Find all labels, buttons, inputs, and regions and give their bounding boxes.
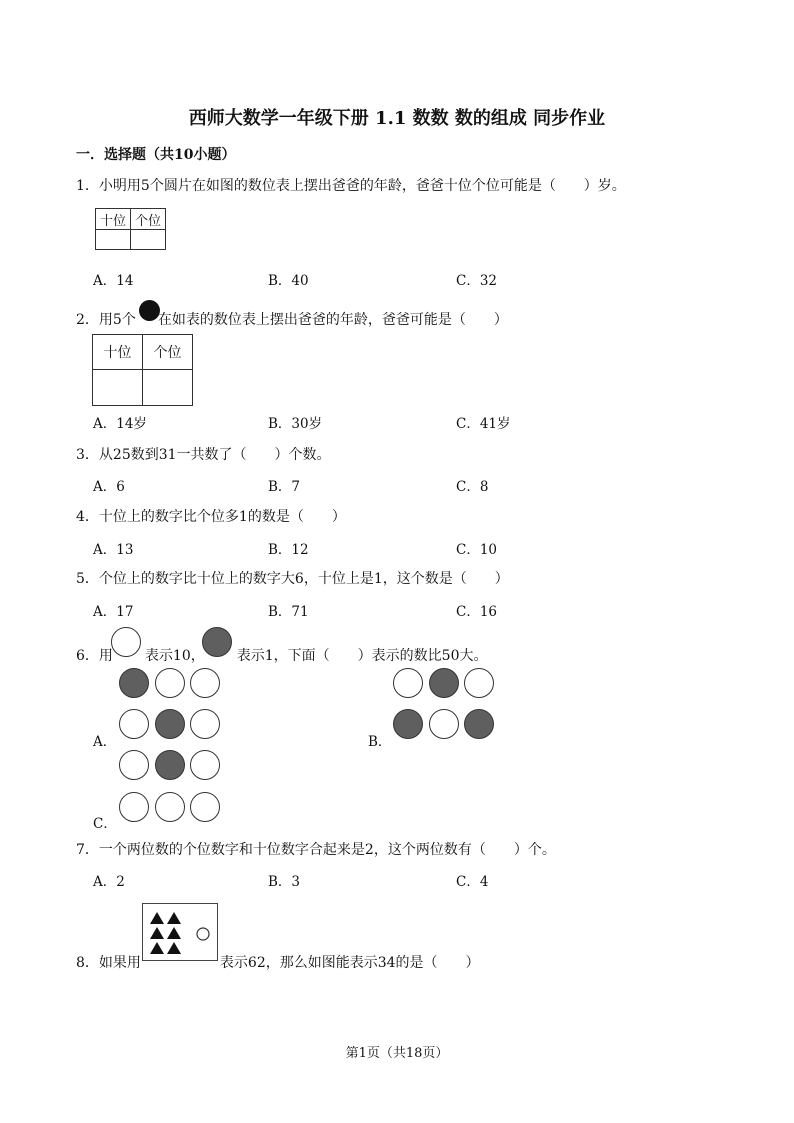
white-circle-icon (429, 709, 459, 739)
q4-option-c[interactable]: C．10 (456, 542, 498, 558)
question-5: 5．个位上的数字比十位上的数字大6，十位上是1，这个数是（ ） (76, 571, 509, 587)
question-6-pre: 6．用 (76, 648, 113, 664)
ones-header: 个位 (143, 335, 193, 370)
white-circle-icon (155, 792, 185, 822)
question-7: 7．一个两位数的个位数字和十位数字合起来是2，这个两位数有（ ）个。 (76, 842, 556, 858)
gray-circle-icon (464, 709, 494, 739)
white-circle-icon (119, 792, 149, 822)
q7-option-c[interactable]: C．4 (456, 874, 489, 890)
q6-option-b[interactable]: B． (368, 734, 392, 750)
black-disc-icon (139, 300, 160, 321)
q2-option-b[interactable]: B．30岁 (268, 416, 323, 432)
ones-cell (131, 230, 166, 250)
gray-circle-icon (119, 668, 149, 698)
q6-option-a[interactable]: A． (93, 734, 117, 750)
question-8 (76, 952, 480, 972)
ones-cell (143, 370, 193, 406)
document-title: 西师大数学一年级下册 1.1 数数 数的组成 同步作业 (188, 108, 606, 129)
q6-option-c[interactable]: C． (93, 816, 117, 832)
white-circle-icon (190, 750, 220, 780)
white-circle-icon (119, 709, 149, 739)
ones-header: 个位 (131, 209, 166, 230)
question-2-pre: 2．用5个 (76, 312, 136, 328)
gray-circle-icon (155, 709, 185, 739)
question-2-post: 在如表的数位表上摆出爸爸的年龄，爸爸可能是（ ） (157, 312, 508, 328)
gray-circle-icon (202, 627, 232, 657)
gray-circle-icon (429, 668, 459, 698)
q3-option-b[interactable]: B．7 (268, 479, 301, 495)
question-8-post: 表示62，那么如图能表示34的是（ ） (219, 955, 480, 971)
q1-option-a[interactable]: A．14 (93, 273, 134, 289)
white-circle-icon (393, 668, 423, 698)
q5-option-a[interactable]: A．17 (93, 604, 134, 620)
q1-option-c[interactable]: C．32 (456, 273, 498, 289)
white-circle-icon (111, 627, 141, 657)
white-circle-icon (190, 792, 220, 822)
q7-option-b[interactable]: B．3 (268, 874, 301, 890)
question-4: 4．十位上的数字比个位多1的数是（ ） (76, 509, 346, 525)
white-circle-icon (190, 709, 220, 739)
q2-option-a[interactable]: A．14岁 (93, 416, 147, 432)
q5-option-c[interactable]: C．16 (456, 604, 498, 620)
white-circle-icon (464, 668, 494, 698)
question-6-mid: 表示10， (144, 648, 205, 664)
white-circle-icon (155, 668, 185, 698)
page-footer: 第1页（共18页） (345, 1046, 449, 1061)
q3-option-a[interactable]: A．6 (93, 479, 125, 495)
place-value-table-1 (95, 208, 166, 250)
q4-option-a[interactable]: A．13 (93, 542, 134, 558)
question-8-pre: 8．如果用 (76, 955, 141, 971)
gray-circle-icon (393, 709, 423, 739)
gray-circle-icon (155, 750, 185, 780)
tens-header: 十位 (96, 209, 131, 230)
q2-option-c[interactable]: C．41岁 (456, 416, 511, 432)
question-3: 3．从25数到31一共数了（ ）个数。 (76, 447, 331, 463)
tens-cell (93, 370, 143, 406)
question-1: 1．小明用5个圆片在如图的数位表上摆出爸爸的年龄，爸爸十位个位可能是（ ）岁。 (76, 178, 626, 194)
q5-option-b[interactable]: B．71 (268, 604, 309, 620)
question-6-post: 表示1，下面（ ）表示的数比50大。 (236, 648, 488, 664)
q4-option-b[interactable]: B．12 (268, 542, 309, 558)
white-circle-icon (190, 668, 220, 698)
triangle-counter-figure (142, 903, 218, 961)
q3-option-c[interactable]: C．8 (456, 479, 489, 495)
tens-header: 十位 (93, 335, 143, 370)
triangle-counter-icon (143, 904, 217, 960)
q1-option-b[interactable]: B．40 (268, 273, 309, 289)
place-value-table-2 (92, 334, 193, 406)
white-circle-icon (119, 750, 149, 780)
section-heading: 一．选择题（共10小题） (76, 147, 236, 163)
q7-option-a[interactable]: A．2 (93, 874, 125, 890)
tens-cell (96, 230, 131, 250)
